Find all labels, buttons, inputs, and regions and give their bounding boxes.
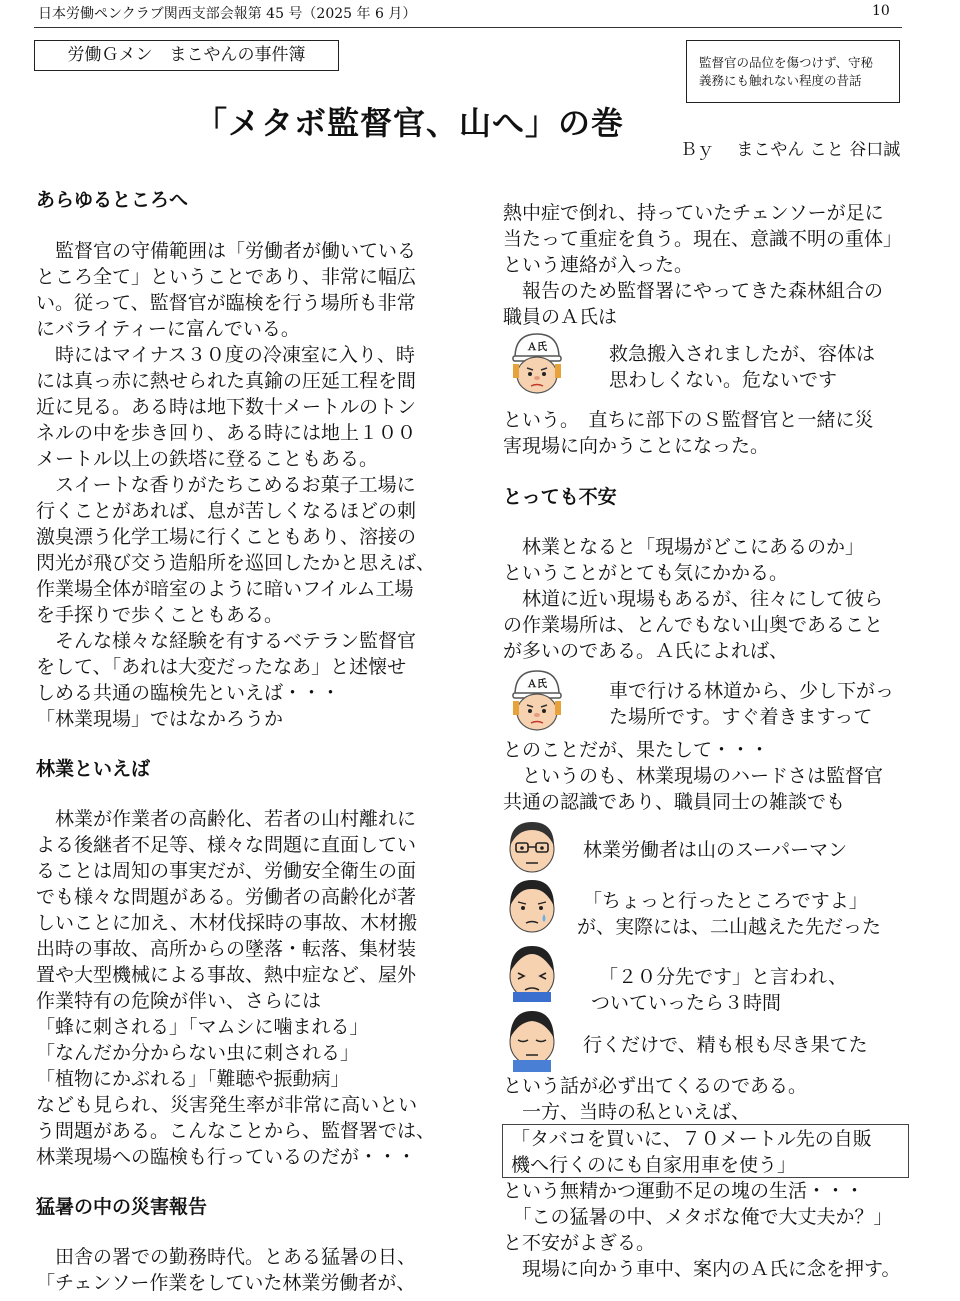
text-line: よる後継者不足等、様々な問題に直面してい: [36, 834, 417, 856]
disclaimer-box: [686, 40, 900, 103]
text-line: なども見られ、災害発生率が非常に高いとい: [36, 1094, 418, 1116]
boxed-line: 機へ行くのにも自家用車を使う」: [511, 1154, 797, 1176]
colleague-exhausted-face-icon: [505, 1008, 559, 1072]
talk-line: 「ちょっと行ったところですよ」: [583, 890, 868, 912]
text-line: しいことに加え、木材伐採時の事故、木材搬: [36, 912, 418, 934]
text-line: しめる共通の臨検先といえば・・・: [36, 682, 341, 704]
text-line: い。従って、監督官が臨検を行う場所も非常: [36, 292, 416, 314]
text-line: という話が必ず出てくるのである。: [503, 1075, 808, 1097]
text-line: ということがとても気にかかる。: [503, 562, 789, 584]
text-line: メートル以上の鉄塔に登ることもある。: [36, 448, 379, 470]
section-heading: あらゆるところへ: [36, 189, 189, 211]
colleague-tired-face-icon: [505, 942, 559, 1004]
byline: Ｂｙ まこやん こと 谷口誠: [680, 140, 901, 160]
section-heading: 林業といえば: [36, 758, 151, 780]
text-line: でも様々な問題がある。労働者の高齢化が著: [36, 886, 417, 908]
text-line: と不安がよぎる。: [503, 1232, 656, 1254]
svg-text:Ａ氏: Ａ氏: [527, 342, 547, 353]
boxed-quote-frame: [502, 1124, 909, 1178]
text-line: 閃光が飛び交う造船所を巡回したかと思えば、: [36, 552, 436, 574]
text-line: 一方、当時の私といえば、: [503, 1101, 751, 1123]
text-line: 報告のため監督署にやってきた森林組合の: [503, 280, 884, 302]
page-number: 10: [872, 3, 890, 19]
text-line: 職員のＡ氏は: [503, 306, 618, 328]
text-line: 置や大型機械による事故、熱中症など、屋外: [36, 964, 417, 986]
text-line: 当たって重症を負う。現在、意識不明の重体」: [503, 228, 903, 250]
text-line: 害現場に向かうことになった。: [503, 435, 770, 457]
talk-line: 「２０分先です」と言われ、: [599, 966, 848, 988]
article-title: 「メタボ監督官、山へ」の巻: [195, 104, 625, 142]
text-line: 「この猛暑の中、メタボな俺で大丈夫か？」: [503, 1206, 893, 1228]
header-rule: [34, 27, 902, 28]
speech-line: 車で行ける林道から、少し下がっ: [609, 680, 895, 702]
disclaimer-line: 義務にも触れない程度の昔話: [699, 73, 862, 88]
text-line: ネルの中を歩き回り、ある時には地上１００: [36, 422, 417, 444]
text-line: が多いのである。Ａ氏によれば、: [503, 640, 789, 662]
text-line: 作業場全体が暗室のように暗いフイルム工場: [36, 578, 414, 600]
text-line: ところ全て」ということであり、非常に幅広: [36, 266, 417, 288]
text-line: 熱中症で倒れ、持っていたチェンソーが足に: [503, 202, 884, 224]
talk-line: ついていったら３時間: [591, 992, 782, 1014]
text-line: 「チェンソー作業をしていた林業労働者が、: [36, 1272, 416, 1294]
text-line: う問題がある。こんなことから、監督署では、: [36, 1120, 436, 1142]
colleague-glasses-face-icon: [505, 816, 559, 874]
text-line: スイートな香りがたちこめるお菓子工場に: [36, 474, 416, 496]
talk-line: 林業労働者は山のスーパーマン: [583, 839, 848, 861]
section-heading: とっても不安: [503, 486, 617, 508]
text-line: の作業場所は、とんでもない山奥であること: [503, 614, 884, 636]
speech-line: 思わしくない。危ないです: [609, 369, 838, 391]
text-line: 現場に向かう車中、案内のＡ氏に念を押す。: [503, 1258, 901, 1280]
text-line: という。 直ちに部下のＳ監督官と一緒に災: [503, 409, 874, 431]
text-line: 行くことがあれば、息が苦しくなるほどの刺: [36, 500, 417, 522]
worker-a-helmet-icon: [505, 330, 569, 394]
text-line: 林業が作業者の高齢化、若者の山村離れに: [36, 808, 417, 830]
text-line: 林道に近い現場もあるが、往々にして彼ら: [503, 588, 884, 610]
text-line: をして、「あれは大変だったなあ」と述懐せ: [36, 656, 407, 678]
text-line: 「林業現場」ではなかろうか: [36, 708, 284, 730]
text-line: には真っ赤に熱せられた真鍮の圧延工程を間: [36, 370, 417, 392]
text-line: というのも、林業現場のハードさは監督官: [503, 765, 884, 787]
disclaimer-line: 監督官の品位を傷つけず、守秘: [699, 55, 874, 70]
talk-line: 行くだけで、精も根も尽き果てた: [583, 1034, 868, 1056]
text-line: 「なんだか分からない虫に刺される」: [36, 1042, 360, 1064]
text-line: にバライティーに富んでいる。: [36, 318, 300, 340]
speech-line: 救急搬入されましたが、容体は: [609, 343, 876, 365]
section-heading: 猛暑の中の災害報告: [36, 1196, 208, 1218]
talk-line: が、実際には、二山越えた先だった: [577, 916, 882, 938]
text-line: 出時の事故、高所からの墜落・転落、集材装: [36, 938, 417, 960]
speech-line: た場所です。すぐ着きますって: [609, 706, 873, 728]
text-line: 林業となると「現場がどこにあるのか」: [503, 536, 865, 558]
boxed-line: 「タバコを買いに、７０メートル先の自販: [511, 1128, 872, 1150]
colleague-sweat-face-icon: [505, 876, 559, 934]
text-line: 「植物にかぶれる」「難聴や振動病」: [36, 1068, 350, 1090]
text-line: 近に見る。ある時は地下数十メートルのトン: [36, 396, 417, 418]
series-box: 労働Ｇメン まこやんの事件簿: [34, 40, 339, 71]
header-publication: 日本労働ペンクラブ関西支部会報第 45 号（2025 年 6 月）: [38, 6, 417, 22]
text-line: を手探りで歩くこともある。: [36, 604, 284, 626]
text-line: という連絡が入った。: [503, 254, 694, 276]
text-line: とのことだが、果たして・・・: [503, 739, 770, 761]
worker-a-helmet-icon: [505, 667, 569, 731]
text-line: 激臭漂う化学工場に行くこともあり、溶接の: [36, 526, 417, 548]
text-line: 時にはマイナス３０度の冷凍室に入り、時: [36, 344, 415, 366]
text-line: 林業現場への臨検も行っているのだが・・・: [36, 1146, 417, 1168]
text-line: 「蜂に刺される」「マムシに噛まれる」: [36, 1016, 369, 1038]
text-line: 作業特有の危険が伴い、さらには: [36, 990, 322, 1012]
text-line: 監督官の守備範囲は「労働者が働いている: [36, 240, 417, 262]
text-line: 田舎の署での勤務時代。とある猛暑の日、: [36, 1246, 417, 1268]
text-line: そんな様々な経験を有するベテラン監督官: [36, 630, 417, 652]
text-line: ることは周知の事実だが、労働安全衛生の面: [36, 860, 417, 882]
text-line: という無精かつ運動不足の塊の生活・・・: [503, 1180, 865, 1202]
svg-text:Ａ氏: Ａ氏: [527, 679, 547, 690]
text-line: 共通の認識であり、職員同士の雑談でも: [503, 791, 846, 813]
